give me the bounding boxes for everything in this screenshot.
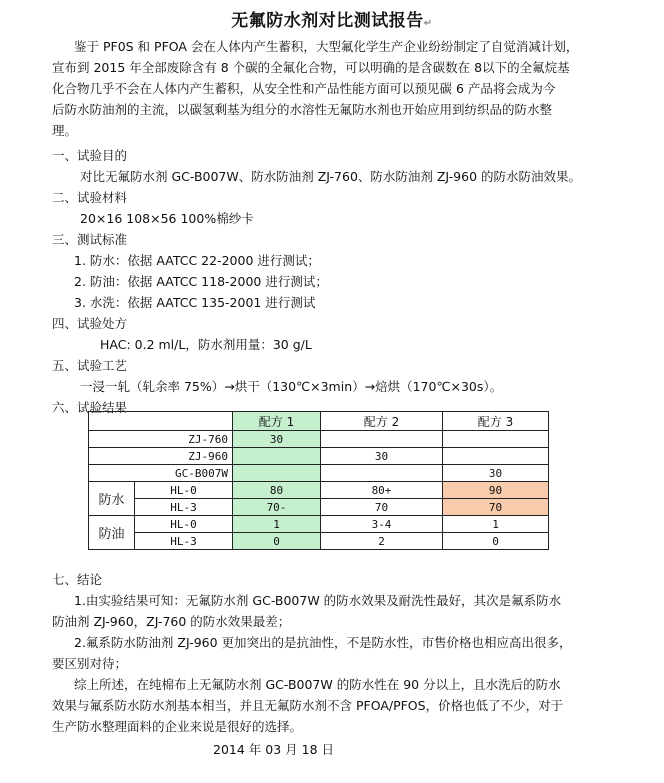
row-label: HL-0 — [135, 482, 233, 499]
table-row — [89, 482, 549, 499]
table-cell: 70 — [321, 499, 443, 516]
conclusion-line: 生产防水整理面料的企业来说是很好的选择。 — [52, 719, 303, 734]
table-cell: 90 — [443, 482, 549, 499]
table-cell: 3-4 — [321, 516, 443, 533]
table-header-cell: 配方 2 — [321, 412, 443, 431]
section-heading-standards: 三、测试标准 — [52, 232, 128, 247]
document-title: 无氟防水剂对比测试报告↵ — [231, 11, 433, 31]
table-cell: 80+ — [321, 482, 443, 499]
standard-item: 2. 防油：依据 AATCC 118-2000 进行测试； — [74, 274, 328, 289]
conclusion-paragraph — [52, 590, 618, 737]
table-header-cell: 配方 3 — [443, 412, 549, 431]
conclusion-line: 2.氟系防水防油剂 ZJ-960 更加突出的是抗油性，不是防水性，市售价格也相应高出很多， — [74, 635, 572, 650]
intro-line: 理。 — [52, 123, 78, 138]
table-cell: 1 — [443, 516, 549, 533]
intro-line: 宣布到 2015 年全部废除含有 8 个碳的全氟化合物，可以明确的是含碳数在 8以下的全氟烷基 — [52, 60, 570, 75]
table-cell — [233, 465, 321, 482]
table-row — [89, 431, 549, 448]
process-text: 一浸一轧（轧余率 75%）→烘干（130℃×3min）→焙烘（170℃×30s）。 — [80, 379, 503, 394]
conclusion-line: 要区别对待； — [52, 656, 128, 671]
table-cell — [321, 465, 443, 482]
table-row — [89, 465, 549, 482]
recipe-text: HAC: 0.2 ml/L，防水剂用量：30 g/L — [100, 337, 312, 352]
table-cell — [443, 448, 549, 465]
table-cell: 0 — [233, 533, 321, 550]
table-header-row — [89, 412, 549, 431]
section-heading-recipe: 四、试验处方 — [52, 316, 128, 331]
standard-item: 1. 防水：依据 AATCC 22-2000 进行测试； — [74, 253, 320, 268]
row-label: HL-0 — [135, 516, 233, 533]
table-cell — [233, 448, 321, 465]
standard-item: 3. 水洗：依据 AATCC 135-2001 进行测试 — [74, 295, 316, 310]
table-cell — [321, 431, 443, 448]
row-label: ZJ-760 — [89, 431, 233, 448]
section-heading-results: 六、试验结果 — [52, 400, 128, 415]
section-heading-materials: 二、试验材料 — [52, 190, 128, 205]
section-heading-purpose: 一、试验目的 — [52, 148, 128, 163]
conclusion-line: 效果与氟系防水防水剂基本相当，并且无氟防水剂不含 PFOA/PFOS，价格也低了不少，对于 — [52, 698, 564, 713]
intro-line: 化合物几乎不会在人体内产生蓄积，从安全性和产品性能方面可以预见碳 6 产品将会成为今 — [52, 81, 556, 96]
intro-line: 鉴于 PF0S 和 PFOA 会在人体内产生蓄积，大型氟化学生产企业纷纷制定了自觉消减计划， — [74, 39, 579, 54]
table-corner-cell — [89, 412, 233, 431]
row-label: GC-B007W — [89, 465, 233, 482]
conclusion-line: 综上所述，在纯棉布上无氟防水剂 GC-B007W 的防水性在 90 分以上，且水洗后的防水 — [74, 677, 561, 692]
table-cell: 2 — [321, 533, 443, 550]
purpose-text: 对比无氟防水剂 GC-B007W、防水防油剂 ZJ-760、防水防油剂 ZJ-960 的防水防油效果。 — [80, 169, 582, 184]
intro-line: 后防水防油剂的主流，以碳氢剩基为组分的水溶性无氟防水剂也开始应用到纺织品的防水整 — [52, 102, 553, 117]
table-cell — [443, 431, 549, 448]
table-cell: 30 — [233, 431, 321, 448]
section-heading-conclusion: 七、结论 — [52, 572, 103, 587]
table-header-cell: 配方 1 — [233, 412, 321, 431]
group-label-oil: 防油 — [89, 516, 135, 550]
intro-paragraph — [52, 36, 618, 141]
group-label-water: 防水 — [89, 482, 135, 516]
row-label: ZJ-960 — [89, 448, 233, 465]
table-row — [89, 499, 549, 516]
results-table — [88, 411, 549, 550]
row-label: HL-3 — [135, 533, 233, 550]
table-cell: 70 — [443, 499, 549, 516]
report-date: 2014 年 03 月 18 日 — [213, 742, 334, 757]
row-label: HL-3 — [135, 499, 233, 516]
table-cell: 80 — [233, 482, 321, 499]
table-cell: 30 — [443, 465, 549, 482]
table-cell: 1 — [233, 516, 321, 533]
table-row — [89, 448, 549, 465]
section-heading-process: 五、试验工艺 — [52, 358, 128, 373]
conclusion-line: 1.由实验结果可知：无氟防水剂 GC-B007W 的防水效果及耐洗性最好，其次是氟系防水 — [74, 593, 562, 608]
table-cell: 30 — [321, 448, 443, 465]
conclusion-line: 防油剂 ZJ-960，ZJ-760 的防水效果最差； — [52, 614, 291, 629]
table-row — [89, 533, 549, 550]
table-cell: 0 — [443, 533, 549, 550]
table-cell: 70- — [233, 499, 321, 516]
table-row — [89, 516, 549, 533]
materials-text: 20×16 108×56 100%棉纱卡 — [80, 211, 254, 226]
